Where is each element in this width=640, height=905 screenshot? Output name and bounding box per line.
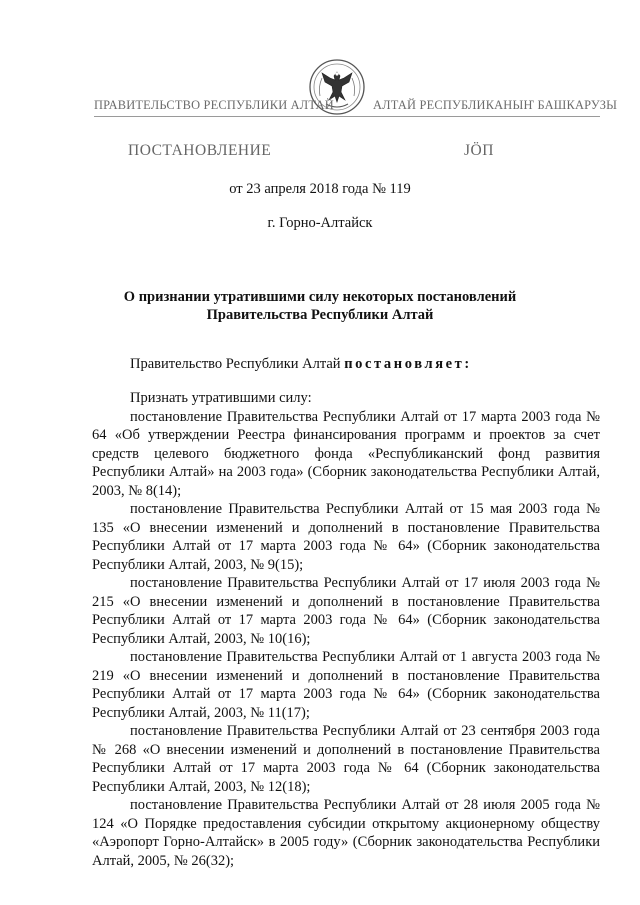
- body-item: постановление Правительства Республики Алтай от 17 июля 2003 года № 215 «О внесении изменений и дополнений в постановление Правительства Республики Алтай от 17 марта 2003 года № 64» (Сборник законодательства Республики Алтай, 2003, № 10(16);: [92, 575, 600, 647]
- document-title: [0, 288, 640, 324]
- body-item: постановление Правительства Республики Алтай от 28 июля 2005 года № 124 «О Порядке предоставления субсидии открытому акционерному обществу «Аэропорт Горно-Алтайск» в 2005 году» (Сборник законодательства Республики Алтай, 2005, № 26(32);: [92, 797, 600, 869]
- title-line-1: О признании утратившими силу некоторых постановлений: [123, 289, 517, 305]
- body-item: постановление Правительства Республики Алтай от 15 мая 2003 года № 135 «О внесении изменений и дополнений в постановление Правительства Республики Алтай от 17 марта 2003 года № 64» (Сборник законодательства Республики Алтай, 2003, № 9(15);: [92, 501, 600, 573]
- body-item: постановление Правительства Республики Алтай от 1 августа 2003 года № 219 «О внесении изменений и дополнений в постановление Правительства Республики Алтай от 17 марта 2003 года № 64» (Сборник законодательства Республики Алтай, 2003, № 11(17);: [92, 649, 600, 721]
- document-city: г. Горно-Алтайск: [267, 215, 373, 231]
- government-name-altai: АЛТАЙ РЕСПУБЛИКАНЫҤ БАШКАРУЗЫ: [373, 98, 618, 112]
- title-line-2: Правительства Республики Алтай: [206, 307, 434, 323]
- body-item: постановление Правительства Республики Алтай от 17 марта 2003 года № 64 «Об утверждении Реестра финансирования программ и проектов за счет средств целевого бюджетного фонда «Республиканский фонд развития Республики Алтай» на 2003 года» (Сборник законодательства Республики Алтай, 2003, № 8(14);: [92, 408, 600, 499]
- body-intro: Признать утратившими силу:: [130, 390, 312, 406]
- government-name-russian: ПРАВИТЕЛЬСТВО РЕСПУБЛИКИ АЛТАЙ: [94, 98, 334, 112]
- document-date-number: от 23 апреля 2018 года № 119: [229, 181, 411, 197]
- body-item: постановление Правительства Республики Алтай от 23 сентября 2003 года № 268 «О внесении изменений и дополнений в постановление Правительства Республики Алтай от 17 марта 2003 года № 64 (Сборник законодательства Республики Алтай, 2003, № 12(18);: [92, 723, 600, 795]
- doc-type-russian: ПОСТАНОВЛЕНИЕ: [128, 142, 272, 159]
- preamble-text: Правительство Республики Алтай: [130, 356, 345, 372]
- preamble: [130, 356, 472, 373]
- document-body: [92, 389, 600, 870]
- doc-type-altai: JÖП: [464, 142, 494, 159]
- header-divider: [94, 116, 600, 117]
- preamble-action: постановляет:: [344, 356, 472, 372]
